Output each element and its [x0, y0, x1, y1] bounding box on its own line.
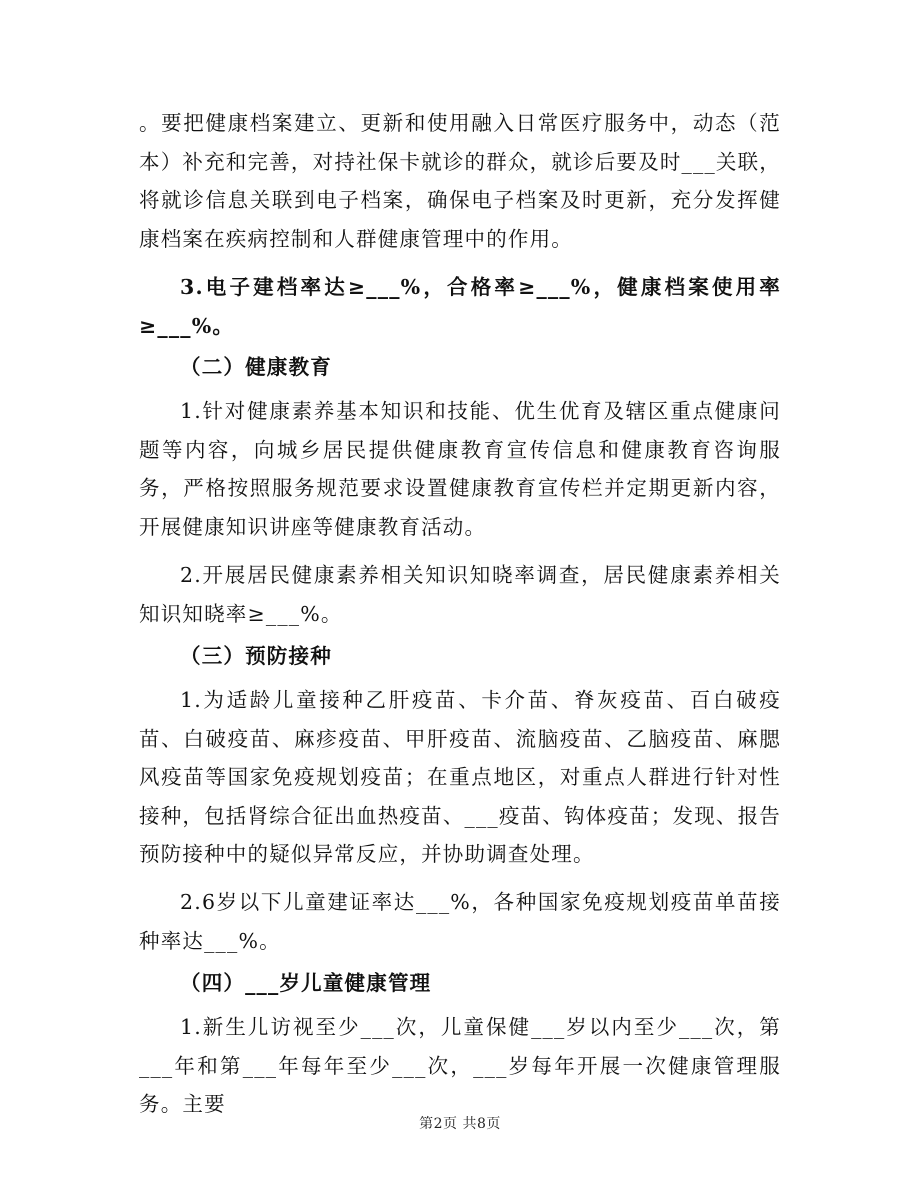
section-heading-vaccination: （三）预防接种	[180, 644, 332, 668]
paragraph-child-health-1: 1.新生儿访视至少___次，儿童保健___岁以内至少___次，第___年和第___年每年至少___次，___岁每年开展一次健康管理服务。主要	[139, 1015, 781, 1116]
section-heading-child-health: （四）___岁儿童健康管理	[180, 971, 432, 995]
section-heading-health-education: （二）健康教育	[180, 355, 332, 379]
paragraph-vaccination-2: 2.6岁以下儿童建证率达___%，各种国家免疫规划疫苗单苗接种率达___%。	[139, 890, 781, 953]
paragraph-records-rate: 3.电子建档率达≥___%，合格率≥___%，健康档案使用率≥___%。	[139, 275, 781, 338]
page-number-footer: 第2页 共8页	[419, 1116, 501, 1132]
paragraph-health-records: 。要把健康档案建立、更新和使用融入日常医疗服务中，动态（范本）补充和完善，对持社保卡就诊的群众，就诊后要及时___关联，将就诊信息关联到电子档案，确保电子档案及时更新，充分发挥健康档案在疾病控制和人群健康管理中的作用。	[139, 111, 781, 251]
paragraph-health-education-1: 1.针对健康素养基本知识和技能、优生优育及辖区重点健康问题等内容，向城乡居民提供健康教育宣传信息和健康教育咨询服务，严格按照服务规范要求设置健康教育宣传栏并定期更新内容，开展健康知识讲座等健康教育活动。	[139, 399, 781, 539]
paragraph-health-education-2: 2.开展居民健康素养相关知识知晓率调查，居民健康素养相关知识知晓率≥___%。	[139, 563, 781, 626]
paragraph-vaccination-1: 1.为适龄儿童接种乙肝疫苗、卡介苗、脊灰疫苗、百白破疫苗、白破疫苗、麻疹疫苗、甲肝疫苗、流脑疫苗、乙脑疫苗、麻腮风疫苗等国家免疫规划疫苗；在重点地区，对重点人群进行针对性接种，包括肾综合征出血热疫苗、___疫苗、钩体疫苗；发现、报告预防接种中的疑似异常反应，并协助调查处理。	[139, 688, 781, 866]
